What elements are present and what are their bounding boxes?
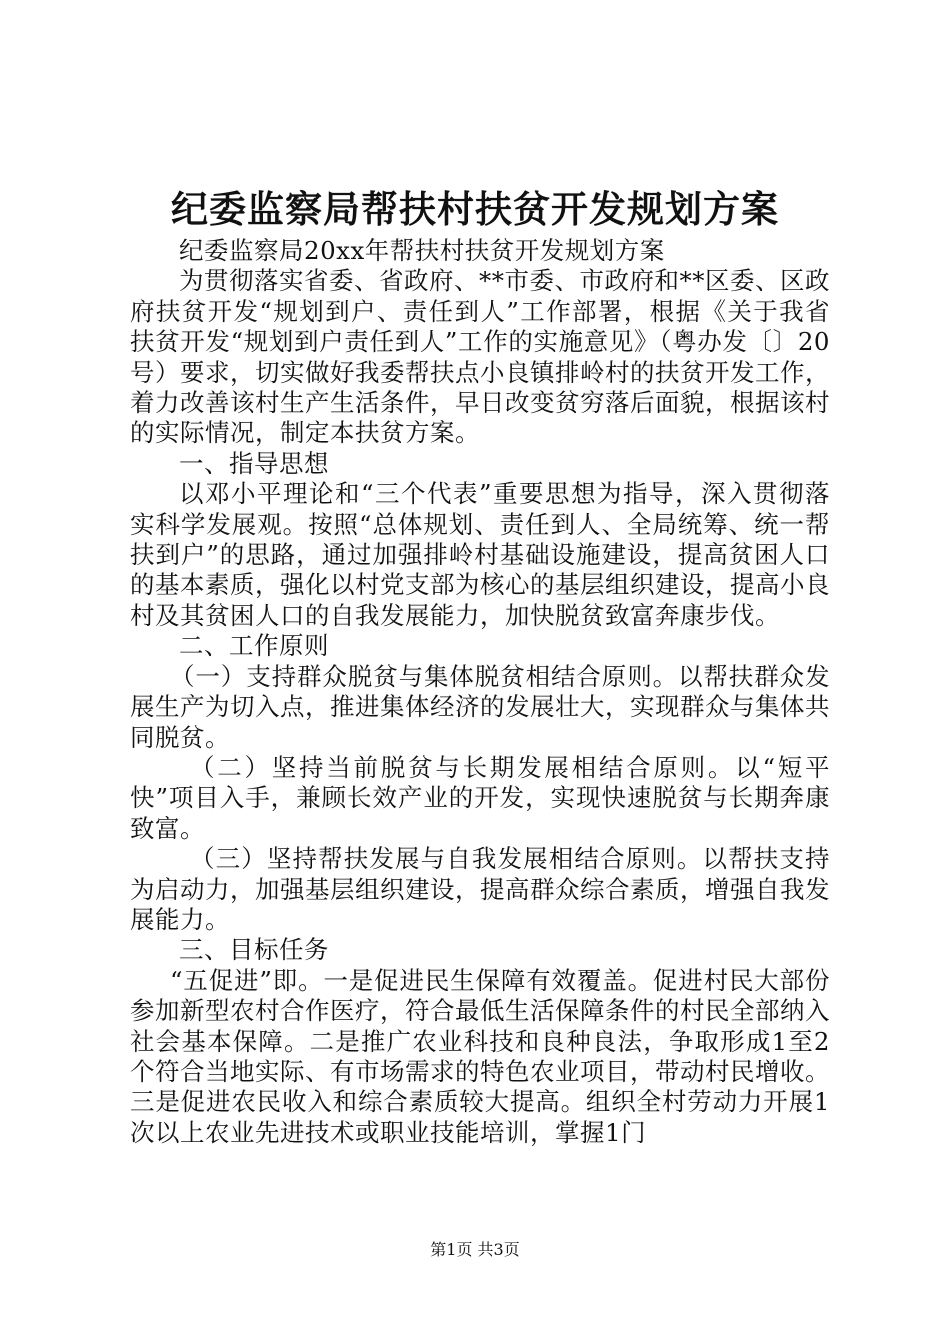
principle-1-paragraph: （一）支持群众脱贫与集体脱贫相结合原则。以帮扶群众发展生产为切入点，推进集体经济的发展壮大，实现群众与集体共同脱贫。 — [130, 661, 830, 752]
goals-paragraph: “五促进”即。一是促进民生保障有效覆盖。促进村民大部份参加新型农村合作医疗，符合最低生活保障条件的村民全部纳入社会基本保障。二是推广农业科技和良种良法，争取形成1至2个符合当地实际、有市场需求的特色农业项目，带动村民增收。三是促进农民收入和综合素质较大提高。组织全村劳动力开展1次以上农业先进技术或职业技能培训，掌握1门 — [130, 965, 830, 1147]
section-heading-goals: 三、目标任务 — [179, 935, 329, 965]
document-body — [130, 236, 830, 1148]
section-heading-guiding-ideology: 一、指导思想 — [179, 448, 329, 478]
principle-3-paragraph: （三）坚持帮扶发展与自我发展相结合原则。以帮扶支持为启动力，加强基层组织建设，提高群众综合素质，增强自我发展能力。 — [130, 844, 830, 934]
principle-2-paragraph: （二）坚持当前脱贫与长期发展相结合原则。以“短平快”项目入手，兼顾长效产业的开发，实现快速脱贫与长期奔康致富。 — [130, 752, 830, 843]
intro-paragraph: 为贯彻落实省委、省政府、**市委、市政府和**区委、区政府扶贫开发“规划到户、责任到人”工作部署，根据《关于我省扶贫开发“规划到户责任到人”工作的实施意见》（粤办发〔〕20号）要求，切实做好我委帮扶点小良镇排岭村的扶贫开发工作，着力改善该村生产生活条件，早日改变贫穷落后面貌，根据该村的实际情况，制定本扶贫方案。 — [130, 266, 830, 448]
section-heading-work-principles: 二、工作原则 — [179, 631, 329, 661]
page-footer: 第1页 共3页 — [430, 1240, 520, 1259]
guiding-ideology-paragraph: 以邓小平理论和“三个代表”重要思想为指导，深入贯彻落实科学发展观。按照“总体规划、责任到人、全局统筹、统一帮扶到户”的思路，通过加强排岭村基础设施建设，提高贫困人口的基本素质，强化以村党支部为核心的基层组织建设，提高小良村及其贫困人口的自我发展能力，加快脱贫致富奔康步伐。 — [130, 479, 830, 630]
subtitle-paragraph: 纪委监察局20xx年帮扶村扶贫开发规划方案 — [179, 236, 665, 265]
document-title: 纪委监察局帮扶村扶贫开发规划方案 — [171, 187, 779, 231]
